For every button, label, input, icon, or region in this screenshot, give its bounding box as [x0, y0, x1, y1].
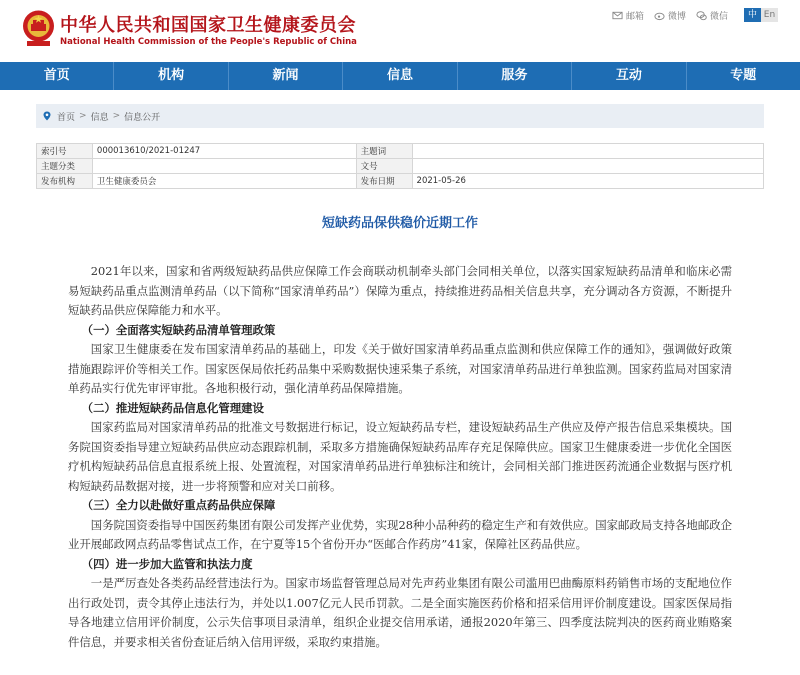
lang-chinese-button[interactable]: 中 — [744, 8, 761, 22]
section-heading-2: （二）推进短缺药品信息化管理建设 — [81, 400, 264, 415]
national-emblem-icon[interactable] — [22, 9, 55, 47]
nav-item-topics[interactable]: 专题 — [730, 68, 757, 83]
breadcrumb — [36, 104, 764, 128]
nav-item-information[interactable]: 信息 — [343, 62, 457, 90]
article-paragraph-3: 国务院国资委指导中国医药集团有限公司发挥产业优势，实现28种小品种药的稳定生产和有效供应。国家邮政局支持各地邮政企业开展邮政网点药品零售试点工作，在宁夏等15个省份开办“医邮合作药房”41家，保障社区药品供应。 — [68, 517, 732, 551]
section-heading-4: （四）进一步加大监管和执法力度 — [81, 556, 253, 571]
breadcrumb-info-disclosure[interactable]: 信息公开 — [124, 112, 161, 123]
subject-value — [412, 144, 763, 159]
wechat-icon — [696, 10, 707, 21]
breadcrumb-information[interactable]: 信息 — [90, 112, 109, 123]
mail-link-label: 邮箱 — [625, 11, 644, 22]
issuer-value: 卫生健康委员会 — [92, 174, 356, 189]
table-row — [37, 174, 764, 189]
main-nav — [0, 62, 800, 90]
site-subtitle-english: National Health Commission of the People's Republic of China — [60, 37, 357, 47]
category-value — [92, 159, 356, 174]
table-row — [37, 159, 764, 174]
site-header — [0, 0, 800, 60]
article-paragraph-intro: 2021年以来，国家和省两级短缺药品供应保障工作会商联动机制牵头部门会同相关单位，以落实国家短缺药品清单和临床必需易短缺药品重点监测清单药品（以下简称“国家清单药品”）保障为重点，持续推进药品相关信息共享，充分调动各方资源，不断提升短缺药品供应保障能力和水平。 — [68, 264, 732, 317]
mail-icon — [612, 10, 623, 21]
subject-label: 主题词 — [356, 144, 412, 159]
date-value: 2021-05-26 — [412, 174, 763, 189]
article-title: 短缺药品保供稳价近期工作 — [321, 216, 478, 231]
breadcrumb-home[interactable]: 首页 — [57, 112, 76, 123]
docno-value — [412, 159, 763, 174]
wechat-link[interactable] — [696, 9, 728, 22]
site-title[interactable]: 中华人民共和国国家卫生健康委员会 — [60, 15, 356, 36]
index-label: 索引号 — [37, 144, 93, 159]
lang-english-button[interactable]: En — [761, 8, 778, 22]
nav-item-home[interactable]: 首页 — [0, 62, 114, 90]
weibo-icon — [654, 10, 665, 21]
article-paragraph-1: 国家卫生健康委在发布国家清单药品的基础上，印发《关于做好国家清单药品重点监测和供应保障工作的通知》，强调做好政策措施跟踪评价等相关工作。国家医保局依托药品集中采购数据快速采集子系统，对国家清单药品进行单独监测。国家药监局对国家清单药品实行优先审评审批。各地积极行动，强化清单药品保障措施。 — [68, 342, 732, 395]
nav-item-services[interactable]: 服务 — [458, 62, 572, 90]
document-meta-table — [36, 143, 764, 189]
section-heading-3: （三）全力以赴做好重点药品供应保障 — [81, 498, 276, 512]
header-links — [612, 8, 778, 22]
language-switch — [744, 8, 778, 22]
weibo-link-label: 微博 — [667, 11, 686, 22]
category-label: 主题分类 — [37, 159, 93, 174]
issuer-label: 发布机构 — [37, 174, 93, 189]
article-paragraph-2: 国家药监局对国家清单药品的批准文号数据进行标记，设立短缺药品专栏，建设短缺药品生产供应及停产报告信息采集模块。国务院国资委指导建立短缺药品供应动态跟踪机制，采取多方措施确保短缺药品库存充足保障供应。国家卫生健康委进一步优化全国医疗机构短缺药品信息直报系统上报、处置流程，对国家清单药品进行单独标注和统计，会同相关部门推进医药流通企业数据与医疗机构短缺药品数据对接，进一步将预警和应对关口前移。 — [68, 420, 732, 493]
wechat-link-label: 微信 — [709, 11, 728, 22]
weibo-link[interactable] — [654, 9, 686, 22]
article-paragraph-4: 一是严厉查处各类药品经营违法行为。国家市场监督管理总局对先声药业集团有限公司滥用巴曲酶原料药销售市场的支配地位作出行政处罚，责令其停止违法行为，并处以1.007亿元人民币罚款。二是全面实施医药价格和招采信用评价制度建设。国家医保局指导各地建立信用评价制度，公示失信事项目录清单，组织企业提交信用承诺，通报2020年第三、四季度法院判决的医药商业贿赂案件信息，并要求相关省份查证后纳入信用评级，采取约束措施。 — [68, 576, 732, 649]
nav-item-organization[interactable]: 机构 — [114, 62, 228, 90]
index-value: 000013610/2021-01247 — [92, 144, 356, 159]
docno-label: 文号 — [356, 159, 412, 174]
table-row — [37, 144, 764, 159]
nav-item-interaction[interactable]: 互动 — [572, 62, 686, 90]
article-body — [68, 262, 732, 652]
date-label: 发布日期 — [356, 174, 412, 189]
breadcrumb-separator: > — [112, 111, 121, 121]
nav-item-news[interactable]: 新闻 — [229, 62, 343, 90]
breadcrumb-separator: > — [79, 111, 87, 121]
mail-link[interactable] — [612, 9, 644, 22]
location-pin-icon — [42, 111, 52, 121]
section-heading-1: （一）全面落实短缺药品清单管理政策 — [81, 322, 276, 337]
